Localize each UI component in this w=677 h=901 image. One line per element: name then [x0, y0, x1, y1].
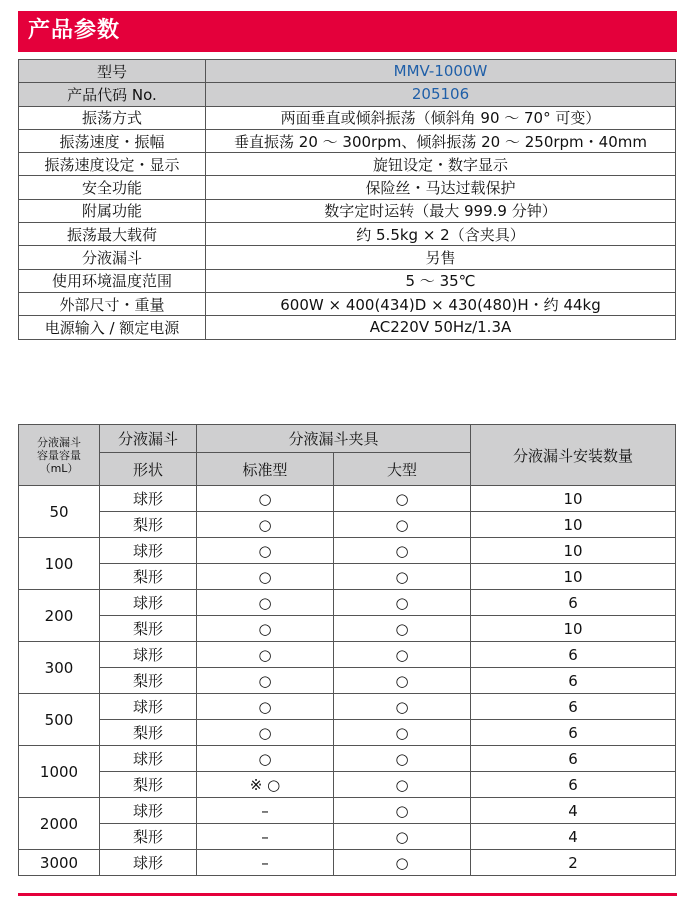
large-cell: ○	[334, 538, 471, 564]
count-cell: 6	[471, 668, 676, 694]
spec-value: 5 ～ 35℃	[206, 269, 676, 292]
count-cell: 10	[471, 616, 676, 642]
spec-value: 保险丝・马达过载保护	[206, 176, 676, 199]
standard-cell: ○	[197, 642, 334, 668]
capacity-header-line2: 容量容量	[37, 448, 81, 462]
shape-cell: 球形	[100, 694, 197, 720]
spec-value: AC220V 50Hz/1.3A	[206, 316, 676, 339]
shape-cell: 球形	[100, 590, 197, 616]
count-cell: 6	[471, 720, 676, 746]
spec-row	[19, 153, 676, 176]
capacity-cell: 200	[19, 590, 100, 642]
spec-row	[19, 176, 676, 199]
count-cell: 2	[471, 850, 676, 876]
standard-cell: ○	[197, 512, 334, 538]
funnel-row	[19, 798, 676, 824]
capacity-cell: 100	[19, 538, 100, 590]
spec-row	[19, 269, 676, 292]
funnel-row	[19, 538, 676, 564]
spec-row	[19, 129, 676, 152]
funnel-table	[18, 424, 676, 876]
funnel-row	[19, 746, 676, 772]
count-cell: 6	[471, 642, 676, 668]
funnel-row	[19, 642, 676, 668]
capacity-header	[19, 425, 100, 486]
funnel-row	[19, 824, 676, 850]
spec-row	[19, 106, 676, 129]
shape-header-bottom: 形状	[100, 453, 197, 486]
spec-row	[19, 83, 676, 106]
count-cell: 6	[471, 590, 676, 616]
capacity-cell: 2000	[19, 798, 100, 850]
capacity-cell: 3000	[19, 850, 100, 876]
standard-cell: ○	[197, 486, 334, 512]
spec-label: 附属功能	[19, 199, 206, 222]
spec-value: 另售	[206, 246, 676, 269]
spec-row	[19, 292, 676, 315]
shape-cell: 球形	[100, 642, 197, 668]
capacity-cell: 300	[19, 642, 100, 694]
shape-cell: 球形	[100, 538, 197, 564]
large-cell: ○	[334, 512, 471, 538]
clamp-group-header: 分液漏斗夹具	[197, 425, 471, 453]
standard-cell: ○	[197, 616, 334, 642]
capacity-cell: 50	[19, 486, 100, 538]
count-cell: 6	[471, 694, 676, 720]
funnel-row	[19, 590, 676, 616]
shape-cell: 梨形	[100, 564, 197, 590]
count-cell: 6	[471, 746, 676, 772]
shape-cell: 球形	[100, 850, 197, 876]
shape-header-top: 分液漏斗	[100, 425, 197, 453]
large-cell: ○	[334, 746, 471, 772]
large-cell: ○	[334, 616, 471, 642]
count-cell: 10	[471, 564, 676, 590]
funnel-row	[19, 850, 676, 876]
spec-label: 振荡速度・振幅	[19, 129, 206, 152]
shape-cell: 梨形	[100, 616, 197, 642]
funnel-row	[19, 486, 676, 512]
capacity-header-line1: 分液漏斗	[37, 435, 81, 449]
capacity-header-line3: （mL）	[39, 461, 79, 475]
standard-cell: ※ ○	[197, 772, 334, 798]
large-cell: ○	[334, 772, 471, 798]
spec-value: 两面垂直或倾斜振荡（倾斜角 90 ～ 70° 可变）	[206, 106, 676, 129]
spec-label: 分液漏斗	[19, 246, 206, 269]
shape-cell: 梨形	[100, 824, 197, 850]
spec-label: 电源输入 / 额定电源	[19, 316, 206, 339]
large-cell: ○	[334, 590, 471, 616]
shape-cell: 梨形	[100, 668, 197, 694]
page-title: 产品参数	[28, 18, 121, 43]
spec-label: 振荡速度设定・显示	[19, 153, 206, 176]
shape-cell: 梨形	[100, 772, 197, 798]
count-cell: 4	[471, 824, 676, 850]
funnel-row	[19, 616, 676, 642]
count-header: 分液漏斗安装数量	[471, 425, 676, 486]
large-cell: ○	[334, 486, 471, 512]
standard-cell: ○	[197, 564, 334, 590]
standard-cell: ○	[197, 668, 334, 694]
standard-cell: –	[197, 850, 334, 876]
shape-cell: 球形	[100, 486, 197, 512]
large-cell: ○	[334, 642, 471, 668]
spec-value: 600W × 400(434)D × 430(480)H・约 44kg	[206, 292, 676, 315]
spec-row	[19, 199, 676, 222]
spec-label: 振荡方式	[19, 106, 206, 129]
large-cell: ○	[334, 850, 471, 876]
standard-cell: ○	[197, 720, 334, 746]
funnel-row	[19, 564, 676, 590]
large-cell: ○	[334, 694, 471, 720]
spec-row	[19, 246, 676, 269]
standard-cell: ○	[197, 746, 334, 772]
header-bar	[18, 11, 677, 52]
count-cell: 10	[471, 486, 676, 512]
funnel-row	[19, 694, 676, 720]
funnel-row	[19, 772, 676, 798]
shape-cell: 球形	[100, 746, 197, 772]
spec-row	[19, 60, 676, 83]
large-header: 大型	[334, 453, 471, 486]
capacity-cell: 1000	[19, 746, 100, 798]
count-cell: 6	[471, 772, 676, 798]
capacity-cell: 500	[19, 694, 100, 746]
large-cell: ○	[334, 720, 471, 746]
funnel-row	[19, 720, 676, 746]
spec-label: 安全功能	[19, 176, 206, 199]
large-cell: ○	[334, 798, 471, 824]
spec-value: MMV-1000W	[206, 60, 676, 83]
standard-cell: –	[197, 798, 334, 824]
spec-value: 205106	[206, 83, 676, 106]
count-cell: 10	[471, 512, 676, 538]
standard-cell: ○	[197, 538, 334, 564]
spec-value: 数字定时运转（最大 999.9 分钟）	[206, 199, 676, 222]
spec-row	[19, 316, 676, 339]
spec-label: 振荡最大载荷	[19, 223, 206, 246]
shape-cell: 梨形	[100, 512, 197, 538]
shape-cell: 球形	[100, 798, 197, 824]
standard-cell: ○	[197, 590, 334, 616]
spec-value: 约 5.5kg × 2（含夹具）	[206, 223, 676, 246]
funnel-row	[19, 668, 676, 694]
spec-label: 使用环境温度范围	[19, 269, 206, 292]
spec-row	[19, 223, 676, 246]
large-cell: ○	[334, 824, 471, 850]
footer-bar	[18, 893, 677, 896]
shape-cell: 梨形	[100, 720, 197, 746]
spec-value: 旋钮设定・数字显示	[206, 153, 676, 176]
standard-cell: –	[197, 824, 334, 850]
spec-value: 垂直振荡 20 ～ 300rpm、倾斜振荡 20 ～ 250rpm・40mm	[206, 129, 676, 152]
spec-label: 型号	[19, 60, 206, 83]
standard-cell: ○	[197, 694, 334, 720]
large-cell: ○	[334, 668, 471, 694]
large-cell: ○	[334, 564, 471, 590]
funnel-row	[19, 512, 676, 538]
count-cell: 10	[471, 538, 676, 564]
spec-table	[18, 59, 676, 340]
spec-label: 外部尺寸・重量	[19, 292, 206, 315]
count-cell: 4	[471, 798, 676, 824]
standard-header: 标准型	[197, 453, 334, 486]
spec-label: 产品代码 No.	[19, 83, 206, 106]
